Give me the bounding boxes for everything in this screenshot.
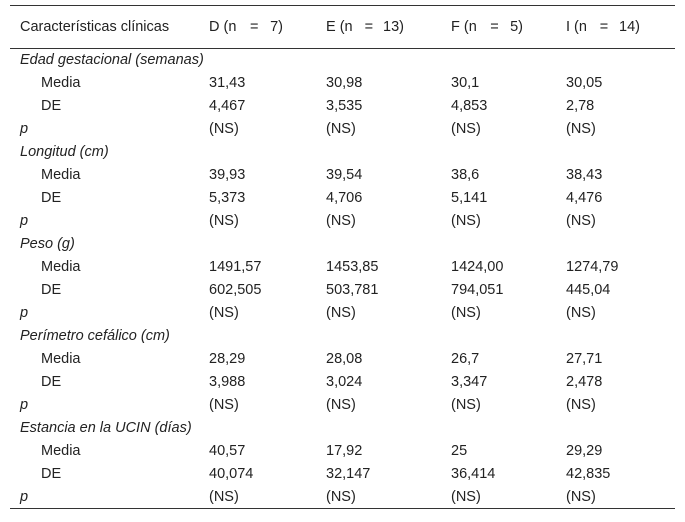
table-cell: (NS): [326, 305, 356, 321]
table-cell: 17,92: [326, 443, 363, 459]
table-cell: 36,414: [451, 466, 496, 482]
row-label: DE: [41, 190, 62, 206]
clinical-characteristics-table-container: [10, 5, 675, 509]
section-row-estancia-en-la-ucin-dias: [10, 417, 675, 440]
table-cell: (NS): [209, 305, 239, 321]
header-group-f-prefix: F (n: [451, 19, 477, 35]
table-cell: 503,781: [326, 282, 379, 298]
header-group-d-eq: =: [250, 19, 259, 35]
header-group-i-eq: =: [599, 19, 609, 35]
table-cell: (NS): [451, 397, 481, 413]
table-row: [10, 371, 675, 394]
table-row: [10, 486, 675, 509]
row-label: p: [10, 486, 199, 509]
header-group-d-n: 7): [270, 19, 283, 35]
table-row: [10, 394, 675, 417]
clinical-characteristics-table: [10, 5, 675, 509]
header-group-f: [441, 6, 556, 49]
table-row: [10, 348, 675, 371]
table-cell: 445,04: [566, 282, 611, 298]
table-cell: 5,141: [451, 190, 488, 206]
table-cell: 28,29: [209, 351, 246, 367]
row-label: Media: [41, 351, 81, 367]
table-cell: 794,051: [451, 282, 504, 298]
header-group-i-n: 14): [619, 19, 640, 35]
table-cell: (NS): [451, 213, 481, 229]
table-cell: (NS): [451, 121, 481, 137]
table-row: [10, 463, 675, 486]
table-cell: 29,29: [566, 443, 603, 459]
table-cell: (NS): [209, 397, 239, 413]
table-cell: 3,347: [451, 374, 488, 390]
table-cell: 4,853: [451, 98, 488, 114]
table-cell: (NS): [209, 121, 239, 137]
table-cell: 31,43: [209, 75, 246, 91]
section-title: Peso (g): [20, 236, 75, 252]
table-row: [10, 256, 675, 279]
table-cell: 4,476: [566, 190, 603, 206]
table-cell: 1453,85: [326, 259, 379, 275]
table-row: [10, 440, 675, 463]
table-row: [10, 210, 675, 233]
table-row: [10, 164, 675, 187]
row-label: Media: [41, 443, 81, 459]
table-cell: 39,93: [209, 167, 246, 183]
header-group-f-n: 5): [510, 19, 523, 35]
table-cell: 4,467: [209, 98, 246, 114]
header-group-e-eq: =: [364, 19, 374, 35]
table-row: [10, 72, 675, 95]
table-cell: 2,78: [566, 98, 595, 114]
row-label: p: [20, 213, 29, 229]
table-row: [10, 118, 675, 141]
header-characteristics: Características clínicas: [10, 6, 199, 49]
table-cell: 602,505: [209, 282, 262, 298]
table-cell: 27,71: [566, 351, 603, 367]
row-label: DE: [41, 282, 62, 298]
header-row: [10, 6, 675, 49]
header-group-i-prefix: I (n: [566, 19, 587, 35]
table-cell: 38,43: [566, 167, 603, 183]
row-label: DE: [41, 98, 62, 114]
table-cell: 42,835: [566, 466, 611, 482]
row-label: p: [20, 121, 29, 137]
section-row-peso-g: [10, 233, 675, 256]
table-cell: (NS): [556, 486, 675, 509]
section-title: Longitud (cm): [20, 144, 109, 160]
table-cell: 38,6: [451, 167, 480, 183]
table-row: [10, 95, 675, 118]
row-label: Media: [41, 75, 81, 91]
table-cell: (NS): [566, 213, 596, 229]
table-cell: 25: [451, 443, 468, 459]
table-cell: 28,08: [326, 351, 363, 367]
table-cell: (NS): [451, 305, 481, 321]
table-cell: (NS): [316, 486, 441, 509]
header-group-e-n: 13): [383, 19, 404, 35]
section-row-perimetro-cefalico-cm: [10, 325, 675, 348]
table-cell: 39,54: [326, 167, 363, 183]
table-header: [10, 6, 675, 49]
table-cell: 32,147: [326, 466, 371, 482]
table-cell: (NS): [566, 305, 596, 321]
header-group-e-prefix: E (n: [326, 19, 353, 35]
table-cell: 1491,57: [209, 259, 262, 275]
table-body: [10, 49, 675, 509]
row-label: Media: [41, 259, 81, 275]
header-group-i: [556, 6, 675, 49]
table-cell: 2,478: [566, 374, 603, 390]
section-row-edad-gestacional-semanas: [10, 49, 675, 72]
table-cell: (NS): [326, 397, 356, 413]
table-cell: 30,98: [326, 75, 363, 91]
table-cell: (NS): [199, 486, 316, 509]
section-row-longitud-cm: [10, 141, 675, 164]
table-cell: (NS): [566, 121, 596, 137]
row-label: p: [20, 305, 29, 321]
header-group-d-prefix: D (n: [209, 19, 237, 35]
section-title: Perímetro cefálico (cm): [20, 328, 170, 344]
row-label: p: [20, 397, 29, 413]
header-group-e: [316, 6, 441, 49]
row-label: Media: [41, 167, 81, 183]
table-cell: (NS): [441, 486, 556, 509]
table-cell: 30,05: [566, 75, 603, 91]
table-cell: 3,535: [326, 98, 363, 114]
table-cell: 1424,00: [451, 259, 504, 275]
table-row: [10, 187, 675, 210]
table-cell: 3,988: [209, 374, 246, 390]
row-label: DE: [41, 374, 62, 390]
table-cell: 40,074: [209, 466, 254, 482]
table-cell: (NS): [209, 213, 239, 229]
section-title: Estancia en la UCIN (días): [20, 420, 192, 436]
table-row: [10, 279, 675, 302]
table-cell: (NS): [326, 121, 356, 137]
section-title: Edad gestacional (semanas): [20, 52, 204, 69]
table-cell: 4,706: [326, 190, 363, 206]
table-cell: (NS): [326, 213, 356, 229]
row-label: DE: [41, 466, 62, 482]
header-group-f-eq: =: [490, 19, 499, 35]
table-cell: 30,1: [451, 75, 480, 91]
table-row: [10, 302, 675, 325]
table-cell: 5,373: [209, 190, 246, 206]
table-cell: 26,7: [451, 351, 480, 367]
table-cell: 3,024: [326, 374, 363, 390]
table-cell: (NS): [566, 397, 596, 413]
table-cell: 40,57: [209, 443, 246, 459]
table-cell: 1274,79: [566, 259, 619, 275]
header-group-d: [199, 6, 316, 49]
